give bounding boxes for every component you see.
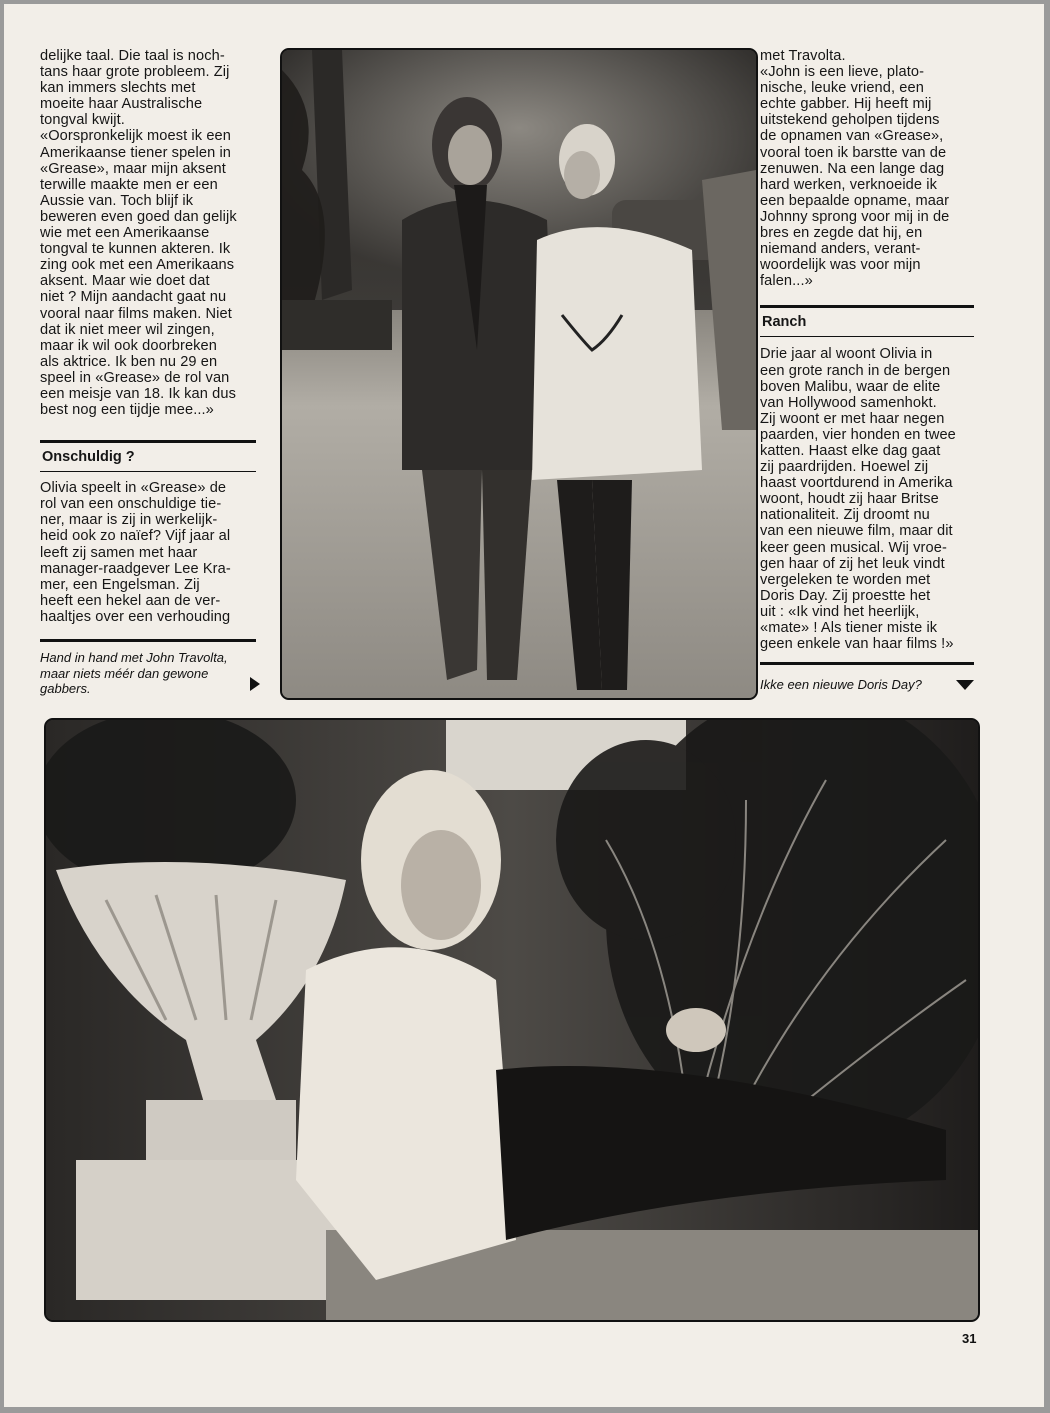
text-line: een bepaalde opname, maar <box>760 192 950 209</box>
text-line: de opnamen van «Grease», <box>760 128 944 145</box>
text-line: ner, maar is zij in werkelijk- <box>40 512 218 529</box>
text-line: heid ook zo naïef? Vijf jaar al <box>40 528 231 545</box>
left-paragraph-3 <box>40 480 256 625</box>
caption-line: gabbers. <box>40 681 91 696</box>
text-line: met Travolta. <box>760 48 846 64</box>
arrow-down-icon <box>956 680 974 690</box>
section-heading-onschuldig: Onschuldig ? <box>42 449 135 466</box>
text-line: manager-raadgever Lee Kra- <box>40 560 231 577</box>
text-line: terwille maakte men er een <box>40 176 218 193</box>
text-line: zij paardrijden. Hoewel zij <box>760 459 929 476</box>
text-line: een meisje van 18. Ik kan dus <box>40 385 236 402</box>
text-line: woordelijk was voor mijn <box>760 257 921 274</box>
text-line: «Oorspronkelijk moest ik een <box>40 128 231 145</box>
text-line: Doris Day. Zij proestte het <box>760 587 931 604</box>
text-line: leeft zij samen met haar <box>40 544 198 561</box>
text-line: nische, leuke vriend, een <box>760 80 924 97</box>
text-line: rol van een onschuldige tie- <box>40 496 222 513</box>
text-line: nationaliteit. Zij droomt nu <box>760 507 930 524</box>
magazine-page <box>4 4 1044 1407</box>
heading-underline <box>760 336 974 337</box>
heading-underline <box>40 471 256 472</box>
text-line: wie met een Amerikaanse <box>40 225 210 242</box>
text-line: boven Malibu, waar de elite <box>760 378 941 395</box>
left-column <box>40 48 256 697</box>
text-line: mer, een Engelsman. Zij <box>40 576 200 593</box>
right-paragraph-2 <box>760 346 974 652</box>
text-line: haast voortdurend in Amerika <box>760 475 953 492</box>
text-line: vooral toen ik barstte van de <box>760 144 947 161</box>
text-line: Olivia speelt in «Grease» de <box>40 480 227 497</box>
text-line: niemand anders, verant- <box>760 241 921 258</box>
photo-image <box>282 50 756 698</box>
text-line: niet ? Mijn aandacht gaat nu <box>40 289 227 306</box>
page-number: 31 <box>962 1331 977 1346</box>
left-paragraph-1 <box>40 48 256 128</box>
text-line: vooral naar films maken. Niet <box>40 305 232 322</box>
left-paragraph-2 <box>40 128 256 418</box>
text-line: Aussie van. Toch blijf ik <box>40 192 194 209</box>
right-paragraph-1 <box>760 48 974 289</box>
text-line: een grote ranch in de bergen <box>760 362 951 379</box>
caption-line: maar niets méér dan gewone <box>40 665 209 681</box>
text-line: van Hollywood samenhokt. <box>760 394 937 411</box>
text-line: Amerikaanse tiener spelen in <box>40 144 232 161</box>
caption-line: Ikke een nieuwe Doris Day? <box>760 677 922 693</box>
text-line: haaltjes over een verhouding <box>40 608 231 625</box>
text-line: Zij woont er met haar negen <box>760 410 945 427</box>
text-line: zenuwen. Na een lange dag <box>760 160 945 177</box>
photo-olivia-garden <box>44 718 980 1322</box>
photo-caption-travolta <box>40 650 256 697</box>
text-line: bres en zegde dat hij, en <box>760 225 923 242</box>
photo-image <box>46 720 978 1320</box>
text-line: paarden, vier honden en twee <box>760 426 956 443</box>
text-line: tongval te kunnen akteren. Ik <box>40 241 231 258</box>
text-line: aksent. Maar wie doet dat <box>40 273 210 290</box>
text-line: woont, houdt zij haar Britse <box>760 491 939 508</box>
caption-line: Hand in hand met John Travolta, <box>40 650 228 665</box>
text-line: speel in «Grease» de rol van <box>40 369 230 386</box>
text-line: echte gabber. Hij heeft mij <box>760 96 932 113</box>
text-line: van een nieuwe film, maar dit <box>760 523 953 540</box>
text-line: vergeleken te worden met <box>760 571 931 588</box>
text-line: heeft een hekel aan de ver- <box>40 592 221 609</box>
photo-caption-doris-day <box>760 677 974 693</box>
text-line: falen...» <box>760 273 813 290</box>
text-line: uit : «Ik vind het heerlijk, <box>760 603 920 620</box>
text-line: tans haar grote probleem. Zij <box>40 64 230 81</box>
text-line: als aktrice. Ik ben nu 29 en <box>40 353 218 370</box>
text-line: zing ook met een Amerikaans <box>40 257 235 274</box>
text-line: «John is een lieve, plato- <box>760 64 925 81</box>
text-line: uitstekend geholpen tijdens <box>760 112 940 129</box>
photo-travolta-walk <box>280 48 758 700</box>
text-line: beweren even goed dan gelijk <box>40 208 237 225</box>
section-heading-ranch: Ranch <box>762 314 807 331</box>
right-column <box>760 48 974 693</box>
text-line: tongval kwijt. <box>40 112 125 129</box>
text-line: katten. Haast elke dag gaat <box>760 442 941 459</box>
text-line: best nog een tijdje mee...» <box>40 402 214 419</box>
text-line: Drie jaar al woont Olivia in <box>760 346 933 363</box>
arrow-right-icon <box>250 677 260 691</box>
text-line: «mate» ! Als tiener miste ik <box>760 620 938 636</box>
text-line: «Grease», maar mijn aksent <box>40 160 226 177</box>
text-line: maar ik wil ook doorbreken <box>40 337 217 354</box>
caption-rule <box>760 662 974 665</box>
text-line: kan immers slechts met <box>40 80 196 97</box>
text-line: geen enkele van haar films !» <box>760 636 954 653</box>
text-line: hard werken, verknoeide ik <box>760 176 938 193</box>
text-line: dat ik niet meer wil zingen, <box>40 321 215 338</box>
text-line: gen haar of zij het leuk vindt <box>760 555 945 572</box>
text-line: Johnny sprong voor mij in de <box>760 208 950 225</box>
text-line: delijke taal. Die taal is noch- <box>40 48 225 64</box>
text-line: moeite haar Australische <box>40 96 203 113</box>
caption-rule <box>40 639 256 642</box>
text-line: keer geen musical. Wij vroe- <box>760 539 947 556</box>
